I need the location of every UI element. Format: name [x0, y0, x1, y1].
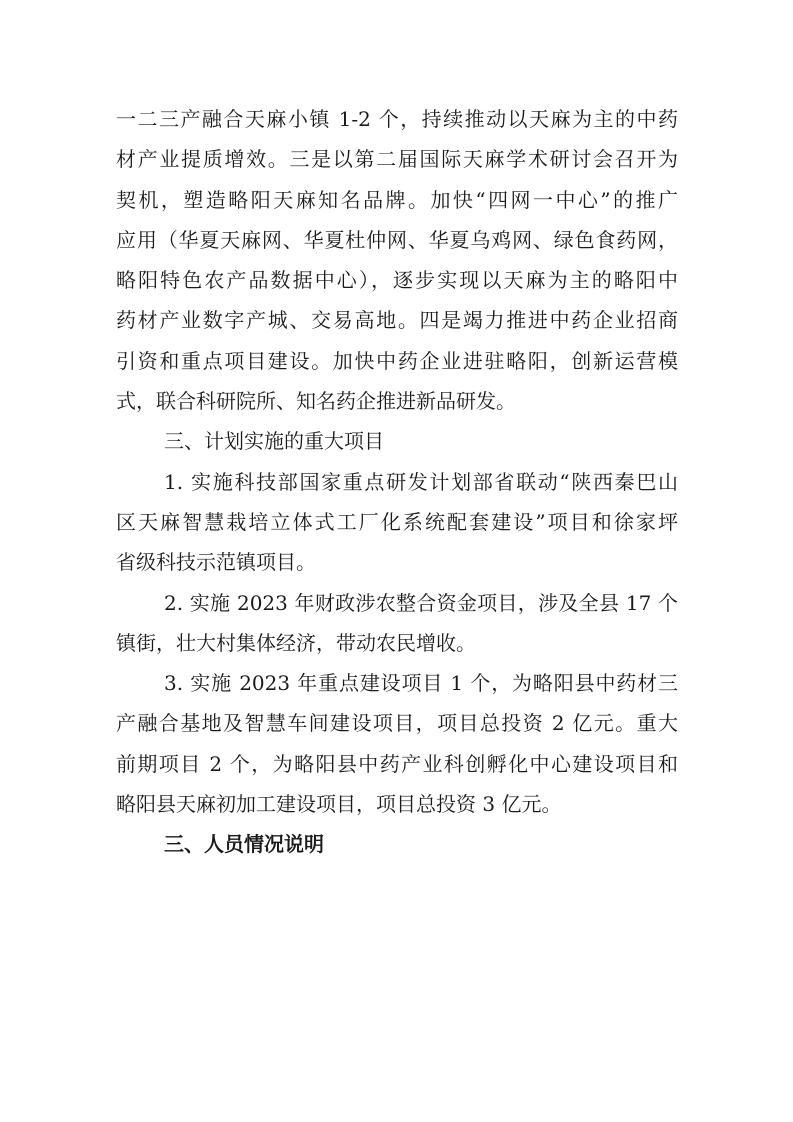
- list-item-line: 省级科技示范镇项目。: [116, 550, 316, 575]
- list-item-line: 产融合基地及智慧车间建设项目，项目总投资 2 亿元。重大: [116, 711, 678, 736]
- list-item-line: 区天麻智慧栽培立体式工厂化系统配套建设”项目和徐家坪: [116, 509, 678, 534]
- list-item-line: 前期项目 2 个，为略阳县中药产业科创孵化中心建设项目和: [116, 751, 678, 776]
- section-subheading: 三、计划实施的重大项目: [164, 429, 384, 454]
- paragraph-line: 一二三产融合天麻小镇 1-2 个，持续推动以天麻为主的中药: [116, 107, 678, 131]
- document-body: [116, 99, 678, 865]
- list-item-line: 镇街，壮大村集体经济，带动农民增收。: [116, 630, 476, 655]
- list-item-line: 1. 实施科技部国家重点研发计划部省联动“陕西秦巴山: [164, 469, 678, 494]
- list-item-line: 3. 实施 2023 年重点建设项目 1 个，为略阳县中药材三: [164, 671, 678, 696]
- section-heading: 三、人员情况说明: [164, 832, 324, 857]
- list-item-line: 2. 实施 2023 年财政涉农整合资金项目，涉及全县 17 个: [164, 590, 678, 615]
- paragraph-line: 略阳特色农产品数据中心），逐步实现以天麻为主的略阳中: [116, 268, 678, 293]
- paragraph-line: 药材产业数字产城、交易高地。四是竭力推进中药企业招商: [116, 308, 678, 333]
- paragraph-line: 材产业提质增效。三是以第二届国际天麻学术研讨会召开为: [116, 147, 678, 172]
- list-item-line: 略阳县天麻初加工建设项目，项目总投资 3 亿元。: [116, 792, 562, 817]
- paragraph-line: 契机，塑造略阳天麻知名品牌。加快“四网一中心”的推广: [116, 187, 678, 212]
- paragraph-line: 引资和重点项目建设。加快中药企业进驻略阳，创新运营模: [116, 348, 678, 373]
- paragraph-line: 式，联合科研院所、知名药企推进新品研发。: [116, 389, 516, 414]
- paragraph-line: 应用（华夏天麻网、华夏杜仲网、华夏乌鸡网、绿色食药网，: [116, 227, 678, 252]
